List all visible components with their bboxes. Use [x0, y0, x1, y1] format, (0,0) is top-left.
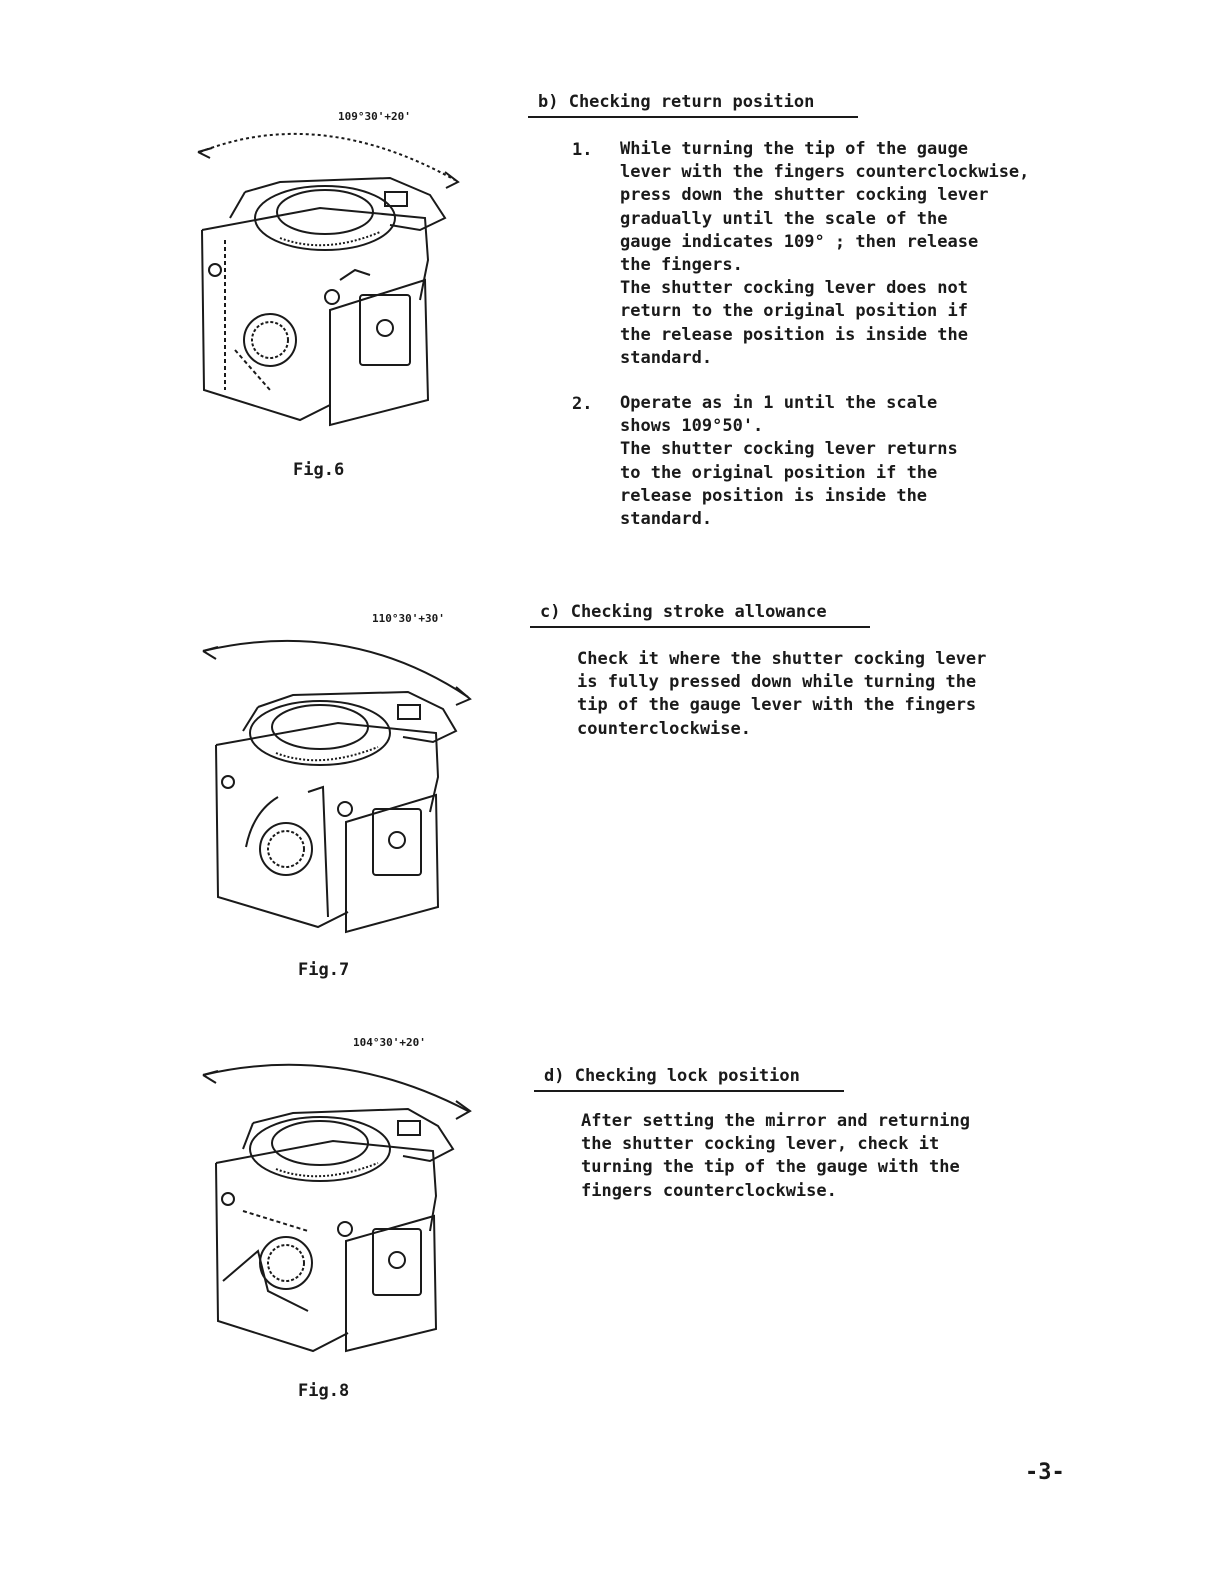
figure-caption: Fig.7 [298, 960, 350, 980]
text-line: is fully pressed down while turning the [577, 672, 977, 693]
text-line: Check it where the shutter cocking lever [577, 649, 987, 669]
text-line: After setting the mirror and returning [581, 1111, 970, 1131]
camera-illustration [198, 1051, 498, 1361]
camera-illustration [190, 100, 490, 430]
angle-label: 104°30'+20' [353, 1036, 426, 1049]
section-d-heading: d) Checking lock position [544, 1066, 800, 1086]
figure-6 [190, 100, 490, 480]
text-line: Operate as in 1 until the scale [620, 393, 938, 413]
text-line: the shutter cocking lever, check it [581, 1134, 940, 1155]
item-2-text [620, 392, 958, 531]
text-line: standard. [620, 347, 713, 368]
text-line: turning the tip of the gauge with the [581, 1157, 960, 1178]
text-line: the fingers. [620, 255, 743, 276]
page-number: -3- [1025, 1460, 1065, 1485]
item-1-text [620, 138, 1029, 370]
text-line: gauge indicates 109° ; then release [620, 231, 979, 252]
item-2-number: 2. [572, 394, 593, 414]
text-line: gradually until the scale of the [620, 208, 948, 229]
text-line: shows 109°50'. [620, 416, 764, 437]
text-line: tip of the gauge lever with the fingers [577, 695, 977, 716]
figure-caption: Fig.6 [293, 460, 345, 480]
text-line: The shutter cocking lever does not [620, 278, 968, 299]
angle-label: 110°30'+30' [372, 612, 445, 625]
figure-caption: Fig.8 [298, 1381, 350, 1401]
angle-label: 109°30'+20' [338, 110, 411, 123]
text-line: While turning the tip of the gauge [620, 139, 968, 159]
item-1-number: 1. [572, 140, 593, 160]
text-line: counterclockwise. [577, 718, 751, 739]
section-b-underline [528, 116, 858, 118]
text-line: standard. [620, 509, 713, 530]
text-line: release position is inside the [620, 485, 928, 506]
camera-illustration [198, 627, 498, 937]
text-line: return to the original position if [620, 301, 968, 322]
section-d-underline [534, 1090, 844, 1092]
text-line: fingers counterclockwise. [581, 1180, 837, 1201]
text-line: to the original position if the [620, 462, 938, 483]
section-c-heading: c) Checking stroke allowance [540, 602, 827, 622]
section-b-heading: b) Checking return position [538, 92, 815, 112]
section-c-underline [530, 626, 870, 628]
section-c-text [577, 648, 986, 741]
text-line: The shutter cocking lever returns [620, 439, 958, 460]
text-line: the release position is inside the [620, 324, 968, 345]
section-d-text [581, 1110, 970, 1203]
text-line: press down the shutter cocking lever [620, 185, 989, 206]
text-line: lever with the fingers counterclockwise, [620, 162, 1030, 183]
